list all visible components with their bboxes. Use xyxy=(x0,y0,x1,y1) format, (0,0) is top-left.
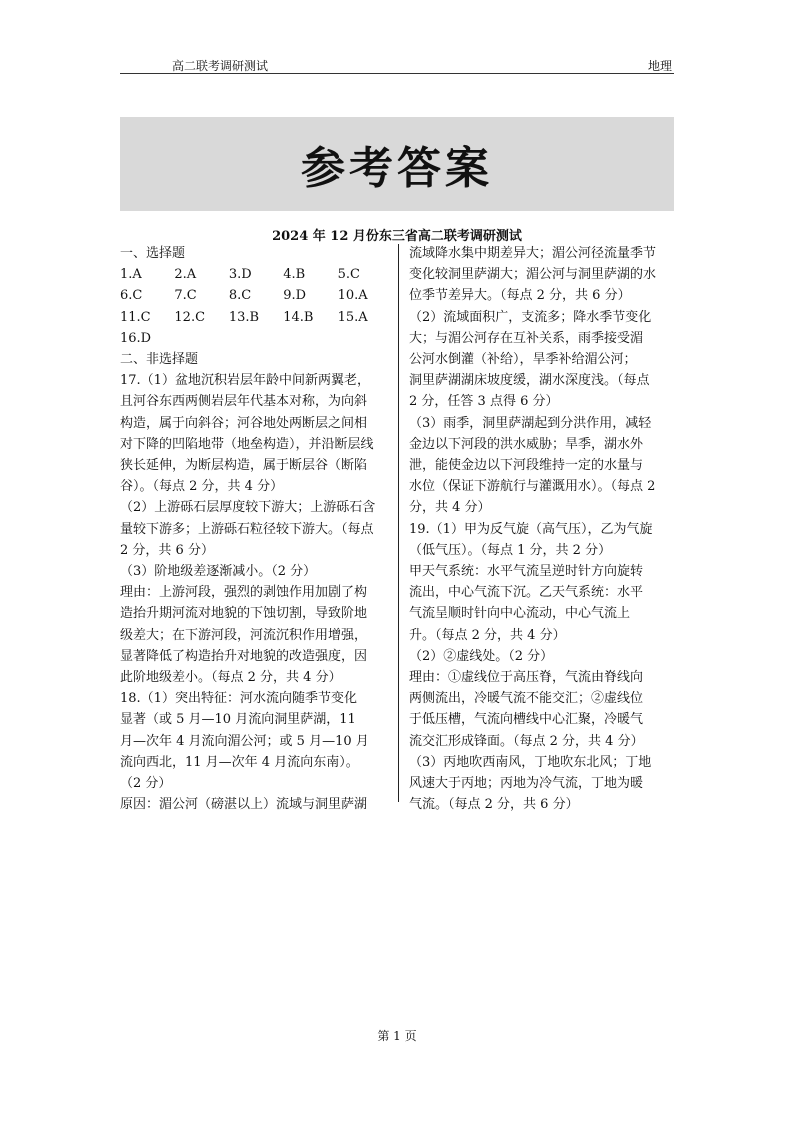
choice-answer: 14.B xyxy=(283,309,314,325)
answer-line: 流交汇形成锋面。（每点 2 分，共 4 分） xyxy=(409,733,644,749)
answer-line: 水位（保证下游航行与灌溉用水）。（每点 2 xyxy=(409,479,656,495)
choice-answer: 1.A xyxy=(120,267,142,283)
answer-line: （2 分） xyxy=(120,776,172,792)
answer-line: 理由：上游河段，强烈的剥蚀作用加剧了构 xyxy=(120,585,368,601)
answer-line: 19.（1）甲为反气旋（高气压），乙为气旋 xyxy=(409,521,653,537)
answer-line: 量较下游多；上游砾石粒径较下游大。（每点 xyxy=(120,521,374,537)
right-column xyxy=(409,243,675,815)
answer-line: 金边以下河段的洪水威胁；旱季，湖水外 xyxy=(409,436,644,452)
header-subject: 地理 xyxy=(647,59,672,73)
answer-line: 原因：湄公河（磅湛以上）流域与洞里萨湖 xyxy=(120,797,368,813)
choice-answer: 2.A xyxy=(174,267,197,283)
answer-line: 于低压槽，气流向槽线中心汇聚，冷暖气 xyxy=(409,712,644,728)
choice-answer: 12.C xyxy=(174,309,206,325)
answer-line: （2）②虚线处。（2 分） xyxy=(409,648,554,664)
answer-line: 风速大于丙地；丙地为冷气流，丁地为暖 xyxy=(409,776,644,792)
choice-answer: 4.B xyxy=(283,267,306,283)
banner-title: 参考答案 xyxy=(301,143,493,194)
choice-answer: 5.C xyxy=(337,267,360,283)
answer-line: 狭长延伸，为断层构造，属于断层谷（断陷 xyxy=(120,458,368,474)
answer-line: （3）阶地级差逐渐减小。（2 分） xyxy=(120,564,317,580)
answer-line: 大；与湄公河存在互补关系，雨季接受湄 xyxy=(409,330,644,346)
choice-row xyxy=(120,307,392,328)
answer-line: （3）雨季，洞里萨湖起到分洪作用，减轻 xyxy=(409,415,652,431)
answer-line: （3）丙地吹西南风，丁地吹东北风；丁地 xyxy=(409,754,652,770)
answer-line: 流域降水集中期差异大；湄公河径流量季节 xyxy=(409,246,657,261)
answer-line: 对下降的凹陷地带（地垒构造），并沿断层线 xyxy=(120,436,374,452)
answer-line: 显著降低了构造抬升对地貌的改造强度，因 xyxy=(120,648,368,664)
answer-line: 谷）。（每点 2 分，共 4 分） xyxy=(120,479,284,495)
answer-line: （低气压）。（每点 1 分，共 2 分） xyxy=(409,542,612,558)
title-banner xyxy=(120,117,674,211)
answer-line: 此阶地级差小。（每点 2 分，共 4 分） xyxy=(120,670,342,686)
choice-answer: 13.B xyxy=(228,309,260,325)
answer-line: 且河谷东西两侧岩层年代基本对称，为向斜 xyxy=(120,394,368,410)
answer-line: 洞里萨湖湖床坡度缓，湖水深度浅。（每点 xyxy=(409,373,650,389)
choice-answer: 7.C xyxy=(174,288,197,304)
choice-answer: 9.D xyxy=(283,288,307,304)
answer-line: 17.（1）盆地沉积岩层年龄中间新两翼老， xyxy=(120,373,370,389)
answer-line: 升。（每点 2 分，共 4 分） xyxy=(409,627,566,643)
choice-answer: 6.C xyxy=(120,288,143,304)
left-column xyxy=(120,243,392,815)
answer-line: 显著（或 5 月—10 月流向洞里萨湖，11 xyxy=(120,712,356,728)
answer-line: 流向西北，11 月—次年 4 月流向东南）。 xyxy=(120,754,359,770)
page-header xyxy=(120,55,674,74)
answer-line: 构造，属于向斜谷；河谷地处两断层之间相 xyxy=(120,415,368,431)
answer-line: 18.（1）突出特征：河水流向随季节变化 xyxy=(120,691,357,707)
answer-line: 2 分，共 6 分） xyxy=(120,542,214,558)
choice-row xyxy=(120,328,392,349)
choice-row xyxy=(120,264,392,285)
answer-line: 气流。（每点 2 分，共 6 分） xyxy=(409,797,579,813)
choice-answer: 10.A xyxy=(337,288,368,304)
answer-line: 位季节差异大。（每点 2 分，共 6 分） xyxy=(409,288,631,304)
answer-line: 2 分，任答 3 点得 6 分） xyxy=(409,394,559,410)
answer-line: 月—次年 4 月流向湄公河；或 5 月—10 月 xyxy=(120,733,369,749)
answer-line: 泄，能使金边以下河段维持一定的水量与 xyxy=(409,458,644,474)
answer-line: 气流呈顺时针向中心流动，中心气流上 xyxy=(409,606,631,622)
header-exam-name: 高二联考调研测试 xyxy=(172,59,269,73)
answer-line: 公河水倒灌（补给），旱季补给湄公河； xyxy=(409,352,637,368)
choice-answer: 8.C xyxy=(228,288,252,304)
choice-answer: 3.D xyxy=(228,267,252,283)
answer-line: 变化较洞里萨湖大；湄公河与洞里萨湖的水 xyxy=(409,267,657,283)
answer-line: 两侧流出，冷暖气流不能交汇；②虚线位 xyxy=(409,691,644,707)
choice-answer: 15.A xyxy=(337,309,368,325)
answer-line: 分，共 4 分） xyxy=(409,500,491,516)
answer-line: 造抬升期河流对地貌的下蚀切割，导致阶地 xyxy=(120,606,368,622)
section-title-choice: 一、选择题 xyxy=(120,246,186,261)
column-divider xyxy=(398,244,399,802)
page-number: 第 1 页 xyxy=(377,1029,417,1043)
answer-line: 级差大；在下游河段，河流沉积作用增强， xyxy=(120,627,368,643)
answer-line: 甲天气系统：水平气流呈逆时针方向旋转 xyxy=(409,564,644,580)
answer-line: （2）上游砾石层厚度较下游大；上游砾石含 xyxy=(120,500,376,516)
answer-line: （2）流域面积广，支流多；降水季节变化 xyxy=(409,309,652,325)
choice-answer: 11.C xyxy=(120,309,151,325)
right-answer-text xyxy=(409,243,675,815)
choice-row xyxy=(120,285,392,306)
section-title-nonchoice: 二、非选择题 xyxy=(120,352,199,368)
answer-line: 流出，中心气流下沉。乙天气系统：水平 xyxy=(409,585,644,601)
choice-answer: 16.D xyxy=(120,330,152,346)
answer-line: 理由：①虚线位于高压脊，气流由脊线向 xyxy=(409,670,644,686)
left-answer-text xyxy=(120,370,392,815)
exam-subtitle: 2024 年 12 月份东三省高二联考调研测试 xyxy=(272,229,522,244)
choice-answer-grid xyxy=(120,264,392,349)
